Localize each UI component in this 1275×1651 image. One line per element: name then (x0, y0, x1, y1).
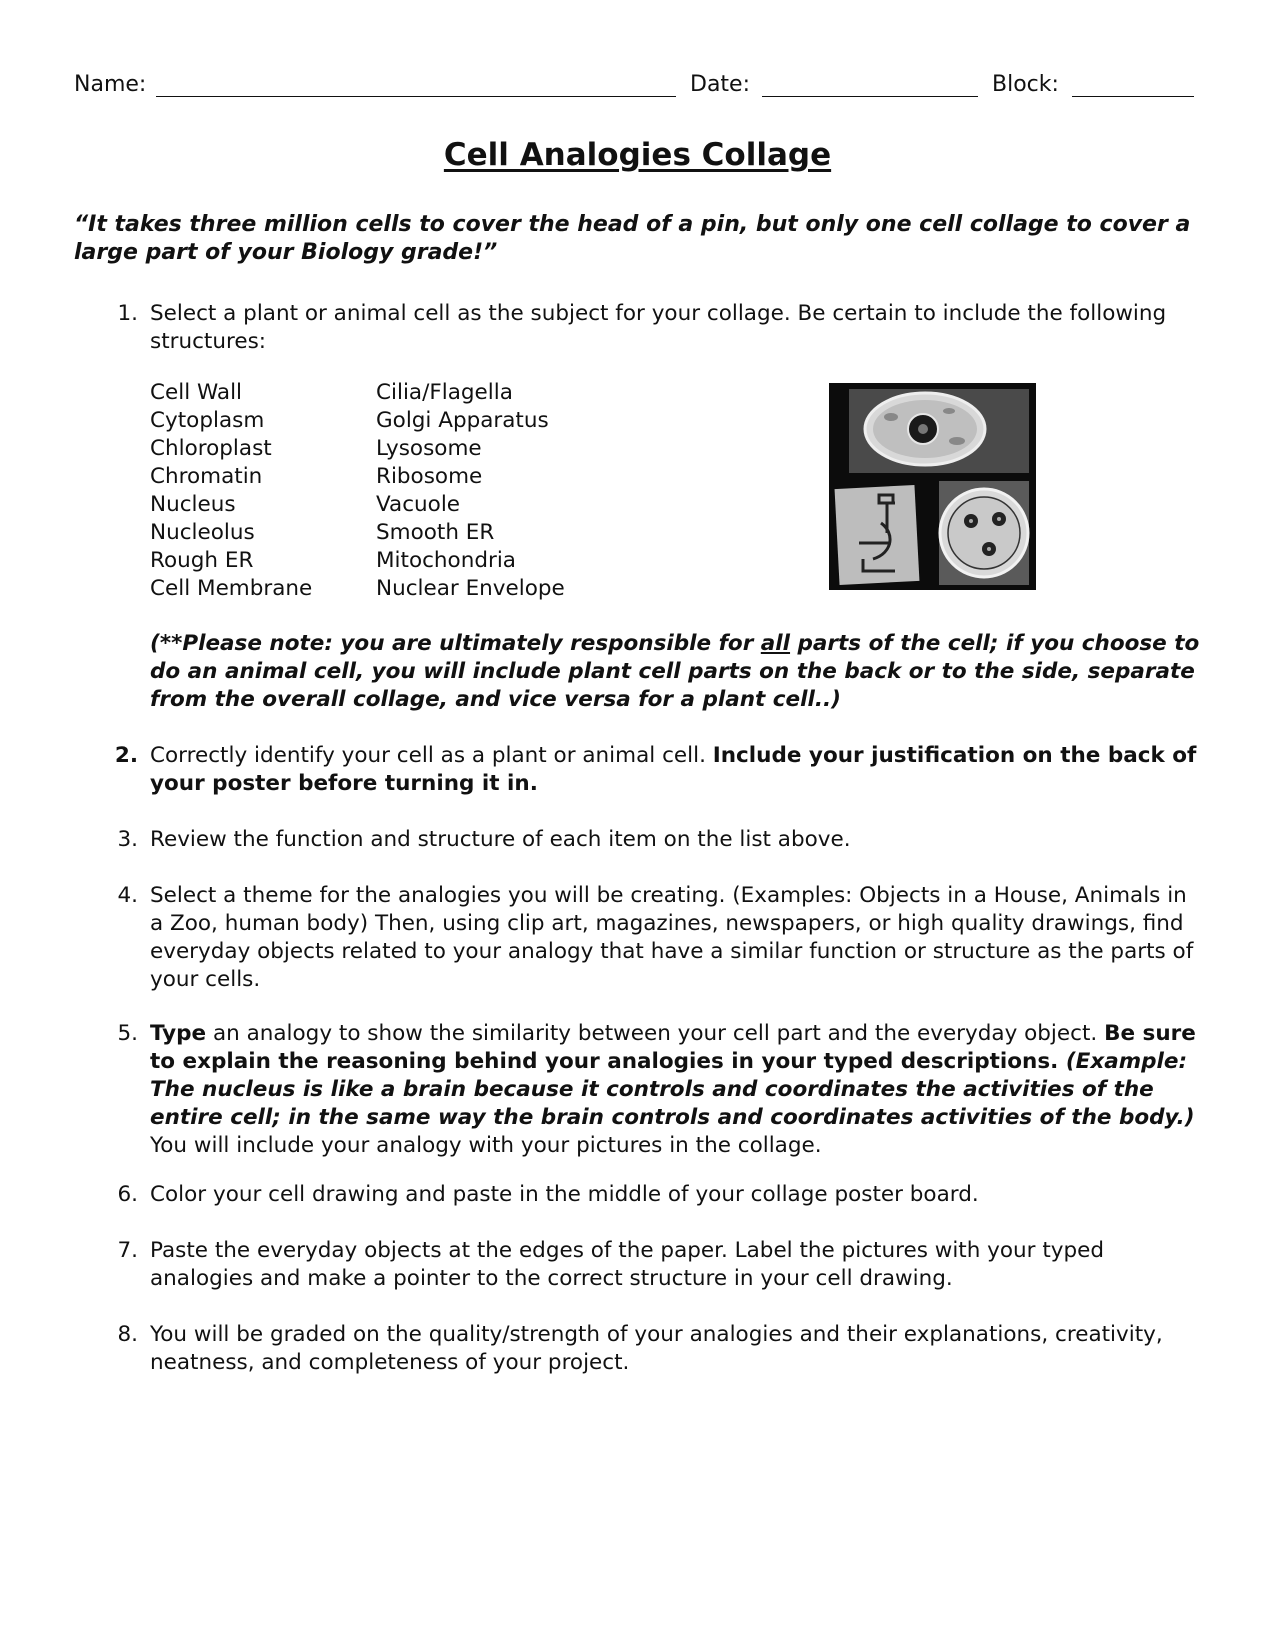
structure-item: Rough ER (150, 548, 254, 573)
item-text: Select a plant or animal cell as the subject for your collage. Be certain to include the following structures: (150, 301, 1167, 354)
page-title: Cell Analogies Collage (443, 137, 832, 173)
item-text-example: (Example: The nucleus is like a brain because it controls and coordinates the activities of the entire cell; in the same way the brain controls and coordinates activities of the body.) (150, 1049, 1195, 1130)
structure-item: Cell Wall (150, 380, 243, 405)
item-text: Color your cell drawing and paste in the middle of your collage poster board. (150, 1182, 979, 1207)
item-text: Select a theme for the analogies you will be creating. (Examples: Objects in a House, Animals in a Zoo, human body) Then, using clip art, magazines, newspapers, or high quality drawings, find everyday objects related to your analogy that have a similar function or structure as the parts of your cells. (150, 883, 1194, 992)
structure-item: Nuclear Envelope (376, 576, 565, 601)
structure-item: Lysosome (376, 436, 482, 461)
structure-item: Cell Membrane (150, 576, 313, 601)
block-blank[interactable] (1072, 96, 1194, 97)
item-number: 8. (117, 1322, 138, 1347)
block-label: Block: (992, 72, 1059, 97)
structures-column-2 (376, 379, 565, 603)
item-number: 4. (117, 883, 138, 908)
item-text-plain: You will include your analogy with your pictures in the collage. (150, 1133, 822, 1158)
cell-microscope-clipart-icon (829, 383, 1036, 590)
item-number: 5. (117, 1021, 138, 1046)
structure-item: Nucleus (150, 492, 236, 517)
item-text-plain: an analogy to show the similarity between your cell part and the everyday object. (206, 1021, 1105, 1046)
structure-item: Ribosome (376, 464, 483, 489)
structure-item: Cytoplasm (150, 408, 265, 433)
item-text: Paste the everyday objects at the edges of the paper. Label the pictures with your typed analogies and make a pointer to the correct structure in your cell drawing. (150, 1238, 1105, 1291)
note-text: (**Please note: you are ultimately responsible for (150, 631, 761, 656)
structure-item: Vacuole (376, 492, 461, 517)
structures-column-1 (150, 379, 312, 603)
item-text-plain: Correctly identify your cell as a plant or animal cell. (150, 743, 713, 768)
student-info-header (74, 72, 1194, 104)
name-blank[interactable] (156, 96, 676, 97)
item-number: 2. (114, 743, 138, 768)
note-text: parts of the cell; if you choose to do an animal cell, you will include plant cell parts on the back or to the side, separate from the overall collage, and vice versa for a plant cell..) (150, 631, 1200, 712)
item-text (150, 742, 1205, 798)
item-text (150, 1020, 1205, 1160)
name-label: Name: (74, 72, 147, 97)
structure-item: Mitochondria (376, 548, 516, 573)
date-label: Date: (690, 72, 750, 97)
item-text-bold: Be sure to explain the reasoning behind your analogies in your typed descriptions. (150, 1021, 1196, 1074)
structure-item: Smooth ER (376, 520, 495, 545)
note-emphasis: all (760, 631, 791, 656)
item-text-bold: Include your justification on the back of your poster before turning it in. (150, 743, 1197, 796)
item-text: You will be graded on the quality/strength of your analogies and their explanations, creativity, neatness, and completeness of your project. (150, 1322, 1163, 1375)
intro-quote: “It takes three million cells to cover the head of a pin, but only one cell collage to cover a large part of your Biology grade!” (74, 212, 1191, 265)
plant-animal-note (150, 630, 1210, 714)
item-text: Review the function and structure of each item on the list above. (150, 827, 851, 852)
structure-item: Golgi Apparatus (376, 408, 549, 433)
structure-item: Cilia/Flagella (376, 380, 513, 405)
structure-item: Chromatin (150, 464, 263, 489)
item-number: 3. (117, 827, 138, 852)
item-text-bold: Type (150, 1021, 207, 1046)
item-number: 7. (117, 1238, 138, 1263)
item-number: 1. (117, 301, 138, 326)
date-blank[interactable] (762, 96, 978, 97)
structure-item: Chloroplast (150, 436, 272, 461)
structure-item: Nucleolus (150, 520, 255, 545)
item-number: 6. (117, 1182, 138, 1207)
